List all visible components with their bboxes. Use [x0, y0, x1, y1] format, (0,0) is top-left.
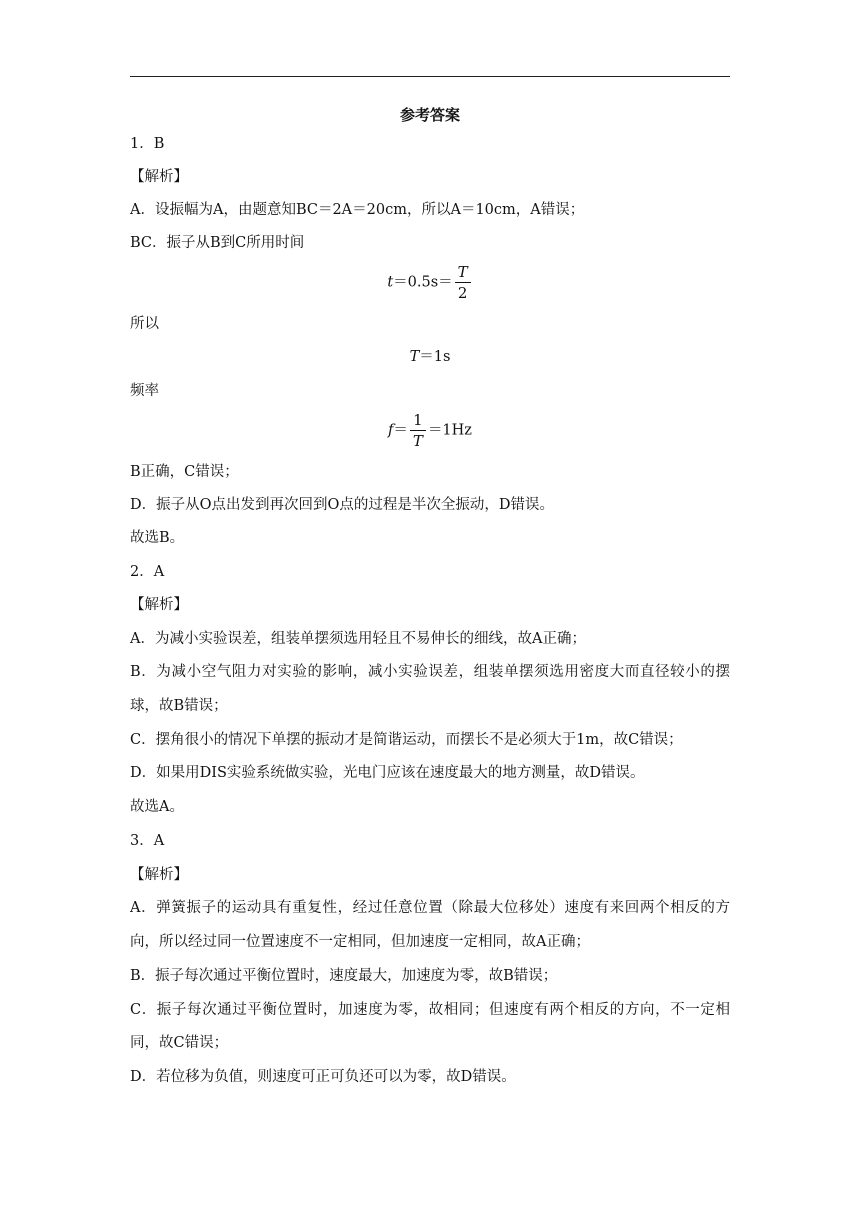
eq2-rhs: ＝1s — [419, 349, 451, 365]
eq1-mid: ＝0.5s＝ — [393, 274, 453, 291]
q3-option-b: B．振子每次通过平衡位置时，速度最大，加速度为零，故B错误； — [130, 968, 558, 984]
eq1-denominator: 2 — [457, 284, 468, 302]
header-rule — [130, 76, 730, 77]
q3-analysis: 【解析】 — [130, 867, 188, 883]
page-title: 参考答案 — [399, 106, 460, 124]
eq2-lhs: T — [409, 349, 420, 365]
q1-option-a: A．设振幅为A，由题意知BC＝2A＝20cm，所以A＝10cm，A错误； — [130, 202, 585, 218]
eq3-denominator: T — [412, 432, 423, 450]
eq3-numerator: 1 — [410, 410, 426, 431]
q3-option-c-line2: 同，故C错误； — [130, 1035, 229, 1051]
q2-option-b-line1: B．为减小空气阻力对实验的影响，减小实验误差，组装单摆须选用密度大而直径较小的摆 — [130, 664, 730, 680]
q2-option-a: A．为减小实验误差，组装单摆须选用轻且不易伸长的细线，故A正确； — [130, 631, 586, 647]
q1-answer: 1．B — [130, 136, 165, 152]
q1-frequency-label: 频率 — [130, 383, 159, 399]
q3-answer: 3．A — [130, 833, 165, 849]
q1-option-bc: BC．振子从B到C所用时间 — [130, 235, 305, 251]
q1-choice: 故选B。 — [130, 530, 185, 546]
eq3-fraction — [410, 410, 426, 451]
eq1-numerator: T — [455, 262, 471, 283]
eq3-mid: ＝ — [393, 422, 408, 439]
equation-t — [0, 262, 860, 303]
q2-option-c: C．摆角很小的情况下单摆的振动才是简谐运动，而摆长不是必须大于1m，故C错误； — [130, 732, 683, 748]
q3-option-d: D．若位移为负值，则速度可正可负还可以为零，故D错误。 — [130, 1069, 516, 1085]
eq3-lhs: f — [388, 422, 394, 439]
q3-option-c-line1: C．振子每次通过平衡位置时，加速度为零，故相同；但速度有两个相反的方向，不一定相 — [130, 1002, 730, 1018]
q3-option-a-line1: A．弹簧振子的运动具有重复性，经过任意位置（除最大位移处）速度有来回两个相反的方 — [130, 900, 730, 916]
q3-option-a-line2: 向，所以经过同一位置速度不一定相同，但加速度一定相同，故A正确； — [130, 934, 590, 950]
q2-answer: 2．A — [130, 564, 165, 580]
q2-analysis: 【解析】 — [130, 597, 188, 613]
q2-option-d: D．如果用DIS实验系统做实验，光电门应该在速度最大的地方测量，故D错误。 — [130, 765, 645, 781]
eq1-lhs: t — [387, 274, 394, 291]
eq1-fraction — [455, 262, 471, 303]
eq3-rhs: ＝1Hz — [427, 422, 472, 439]
q2-choice: 故选A。 — [130, 799, 184, 815]
q2-option-b-line2: 球，故B错误； — [130, 698, 228, 714]
equation-frequency — [0, 410, 860, 451]
q1-so: 所以 — [130, 316, 159, 332]
equation-period — [0, 346, 860, 368]
q1-option-d: D．振子从O点出发到再次回到O点的过程是半次全振动，D错误。 — [130, 497, 555, 513]
q1-analysis: 【解析】 — [130, 169, 188, 185]
q1-b-correct: B正确，C错误； — [130, 464, 239, 480]
